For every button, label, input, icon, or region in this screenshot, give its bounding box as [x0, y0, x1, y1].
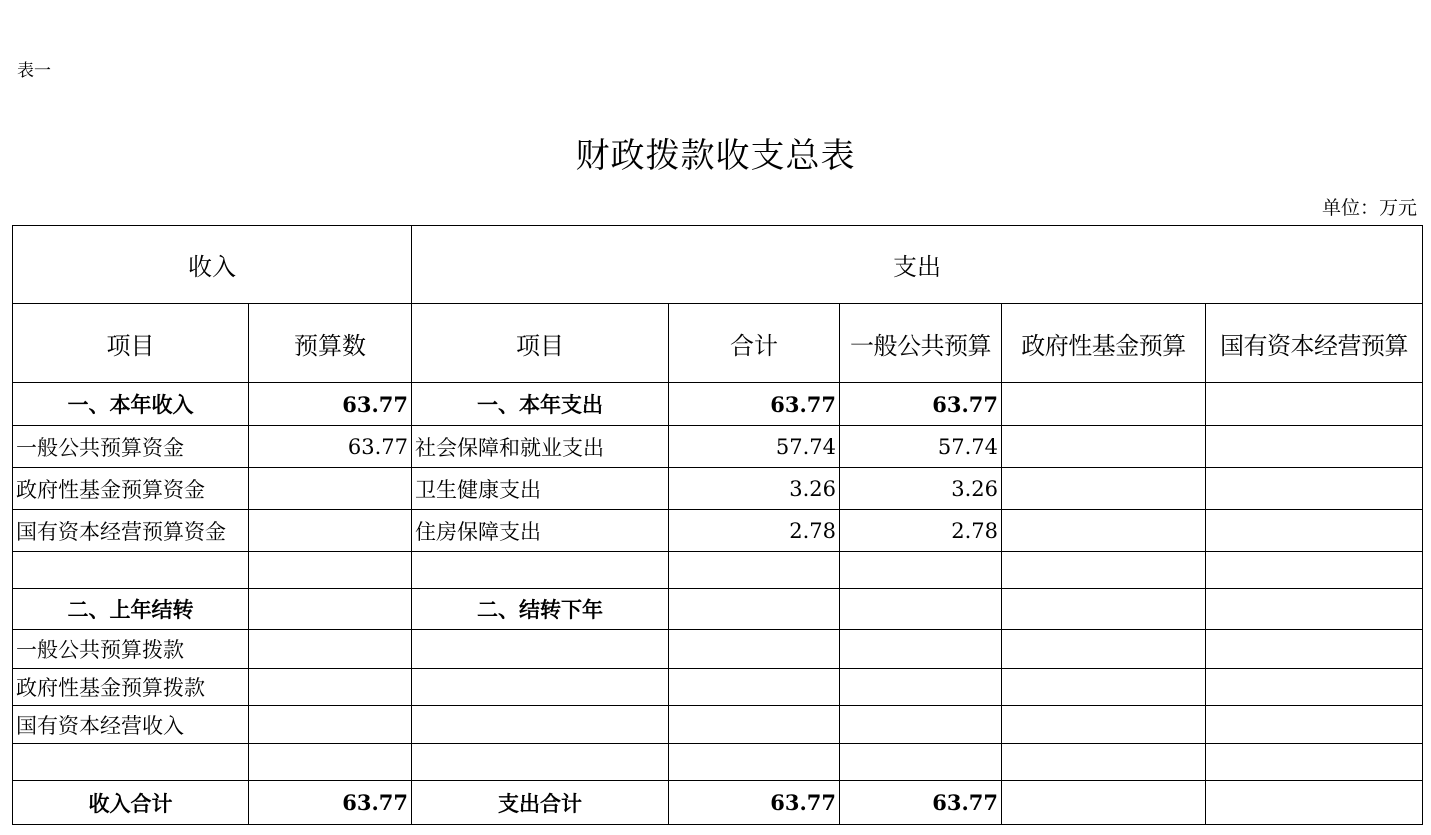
expense-total-cell [669, 589, 840, 630]
income-value-cell: 63.77 [249, 426, 412, 468]
income-item-cell: 收入合计 [13, 781, 249, 825]
income-item-cell: 二、上年结转 [13, 589, 249, 630]
unit-label: 单位：万元 [1321, 197, 1417, 219]
state-capital-budget-cell [1206, 744, 1423, 781]
state-capital-budget-cell [1206, 589, 1423, 630]
income-item-cell: 一、本年收入 [13, 383, 249, 426]
budget-summary-table [12, 225, 1423, 825]
table-row [13, 669, 1423, 706]
expense-total-cell: 3.26 [669, 468, 840, 510]
table-row [13, 468, 1423, 510]
state-capital-budget-cell [1206, 669, 1423, 706]
general-budget-cell: 63.77 [840, 781, 1002, 825]
general-budget-cell [840, 630, 1002, 669]
income-value-cell [249, 589, 412, 630]
state-capital-budget-cell [1206, 468, 1423, 510]
expense-item-cell: 住房保障支出 [412, 510, 669, 552]
general-budget-cell: 63.77 [840, 383, 1002, 426]
state-capital-budget-cell [1206, 781, 1423, 825]
general-budget-cell [840, 552, 1002, 589]
income-value-cell [249, 468, 412, 510]
income-item-cell [13, 744, 249, 781]
gov-fund-budget-cell [1002, 589, 1206, 630]
expense-item-cell: 二、结转下年 [412, 589, 669, 630]
income-value-cell [249, 552, 412, 589]
state-capital-budget-cell [1206, 383, 1423, 426]
table-row [13, 630, 1423, 669]
table-row [13, 744, 1423, 781]
table-row [13, 552, 1423, 589]
income-item-cell: 国有资本经营预算资金 [13, 510, 249, 552]
general-budget-cell: 3.26 [840, 468, 1002, 510]
income-item-header: 项目 [13, 304, 249, 383]
expense-total-cell [669, 552, 840, 589]
gov-fund-budget-cell [1002, 552, 1206, 589]
income-item-cell: 政府性基金预算资金 [13, 468, 249, 510]
income-item-cell: 一般公共预算拨款 [13, 630, 249, 669]
state-capital-budget-cell [1206, 706, 1423, 744]
expense-item-cell [412, 669, 669, 706]
expense-item-cell [412, 552, 669, 589]
total-header: 合计 [669, 304, 840, 383]
gov-fund-budget-cell [1002, 744, 1206, 781]
gov-fund-budget-cell [1002, 510, 1206, 552]
state-capital-budget-cell [1206, 510, 1423, 552]
state-capital-budget-cell [1206, 426, 1423, 468]
expense-item-cell: 社会保障和就业支出 [412, 426, 669, 468]
general-budget-cell: 57.74 [840, 426, 1002, 468]
expense-total-cell: 63.77 [669, 383, 840, 426]
expense-item-header: 项目 [412, 304, 669, 383]
page-title: 财政拨款收支总表 [575, 136, 856, 176]
table-row [13, 589, 1423, 630]
general-budget-cell: 2.78 [840, 510, 1002, 552]
expense-item-cell [412, 744, 669, 781]
general-budget-cell [840, 589, 1002, 630]
expense-header: 支出 [412, 226, 1423, 304]
income-value-cell: 63.77 [249, 383, 412, 426]
expense-item-cell [412, 630, 669, 669]
general-budget-cell [840, 669, 1002, 706]
income-value-cell [249, 669, 412, 706]
income-value-cell [249, 510, 412, 552]
expense-item-cell [412, 706, 669, 744]
income-item-cell: 政府性基金预算拨款 [13, 669, 249, 706]
income-item-cell [13, 552, 249, 589]
table-row [13, 426, 1423, 468]
expense-total-cell [669, 669, 840, 706]
sheet-label: 表一 [17, 61, 51, 81]
expense-total-cell: 2.78 [669, 510, 840, 552]
gov-fund-budget-cell [1002, 669, 1206, 706]
state-capital-budget-cell [1206, 630, 1423, 669]
gov-fund-budget-header: 政府性基金预算 [1002, 304, 1206, 383]
income-value-cell [249, 706, 412, 744]
expense-total-cell: 57.74 [669, 426, 840, 468]
expense-total-cell [669, 744, 840, 781]
header-row-columns [13, 304, 1423, 383]
expense-total-cell [669, 706, 840, 744]
gov-fund-budget-cell [1002, 630, 1206, 669]
income-item-cell: 一般公共预算资金 [13, 426, 249, 468]
gov-fund-budget-cell [1002, 426, 1206, 468]
income-budget-header: 预算数 [249, 304, 412, 383]
gov-fund-budget-cell [1002, 383, 1206, 426]
gov-fund-budget-cell [1002, 468, 1206, 510]
gov-fund-budget-cell [1002, 706, 1206, 744]
state-capital-budget-cell [1206, 552, 1423, 589]
header-row-group [13, 226, 1423, 304]
general-budget-header: 一般公共预算 [840, 304, 1002, 383]
expense-item-cell: 支出合计 [412, 781, 669, 825]
expense-total-cell: 63.77 [669, 781, 840, 825]
income-value-cell: 63.77 [249, 781, 412, 825]
gov-fund-budget-cell [1002, 781, 1206, 825]
income-header: 收入 [13, 226, 412, 304]
expense-total-cell [669, 630, 840, 669]
table-row [13, 383, 1423, 426]
general-budget-cell [840, 744, 1002, 781]
income-value-cell [249, 744, 412, 781]
expense-item-cell: 一、本年支出 [412, 383, 669, 426]
income-value-cell [249, 630, 412, 669]
general-budget-cell [840, 706, 1002, 744]
table-row [13, 510, 1423, 552]
state-capital-budget-header: 国有资本经营预算 [1206, 304, 1423, 383]
table-row [13, 706, 1423, 744]
income-item-cell: 国有资本经营收入 [13, 706, 249, 744]
expense-item-cell: 卫生健康支出 [412, 468, 669, 510]
table-row [13, 781, 1423, 825]
